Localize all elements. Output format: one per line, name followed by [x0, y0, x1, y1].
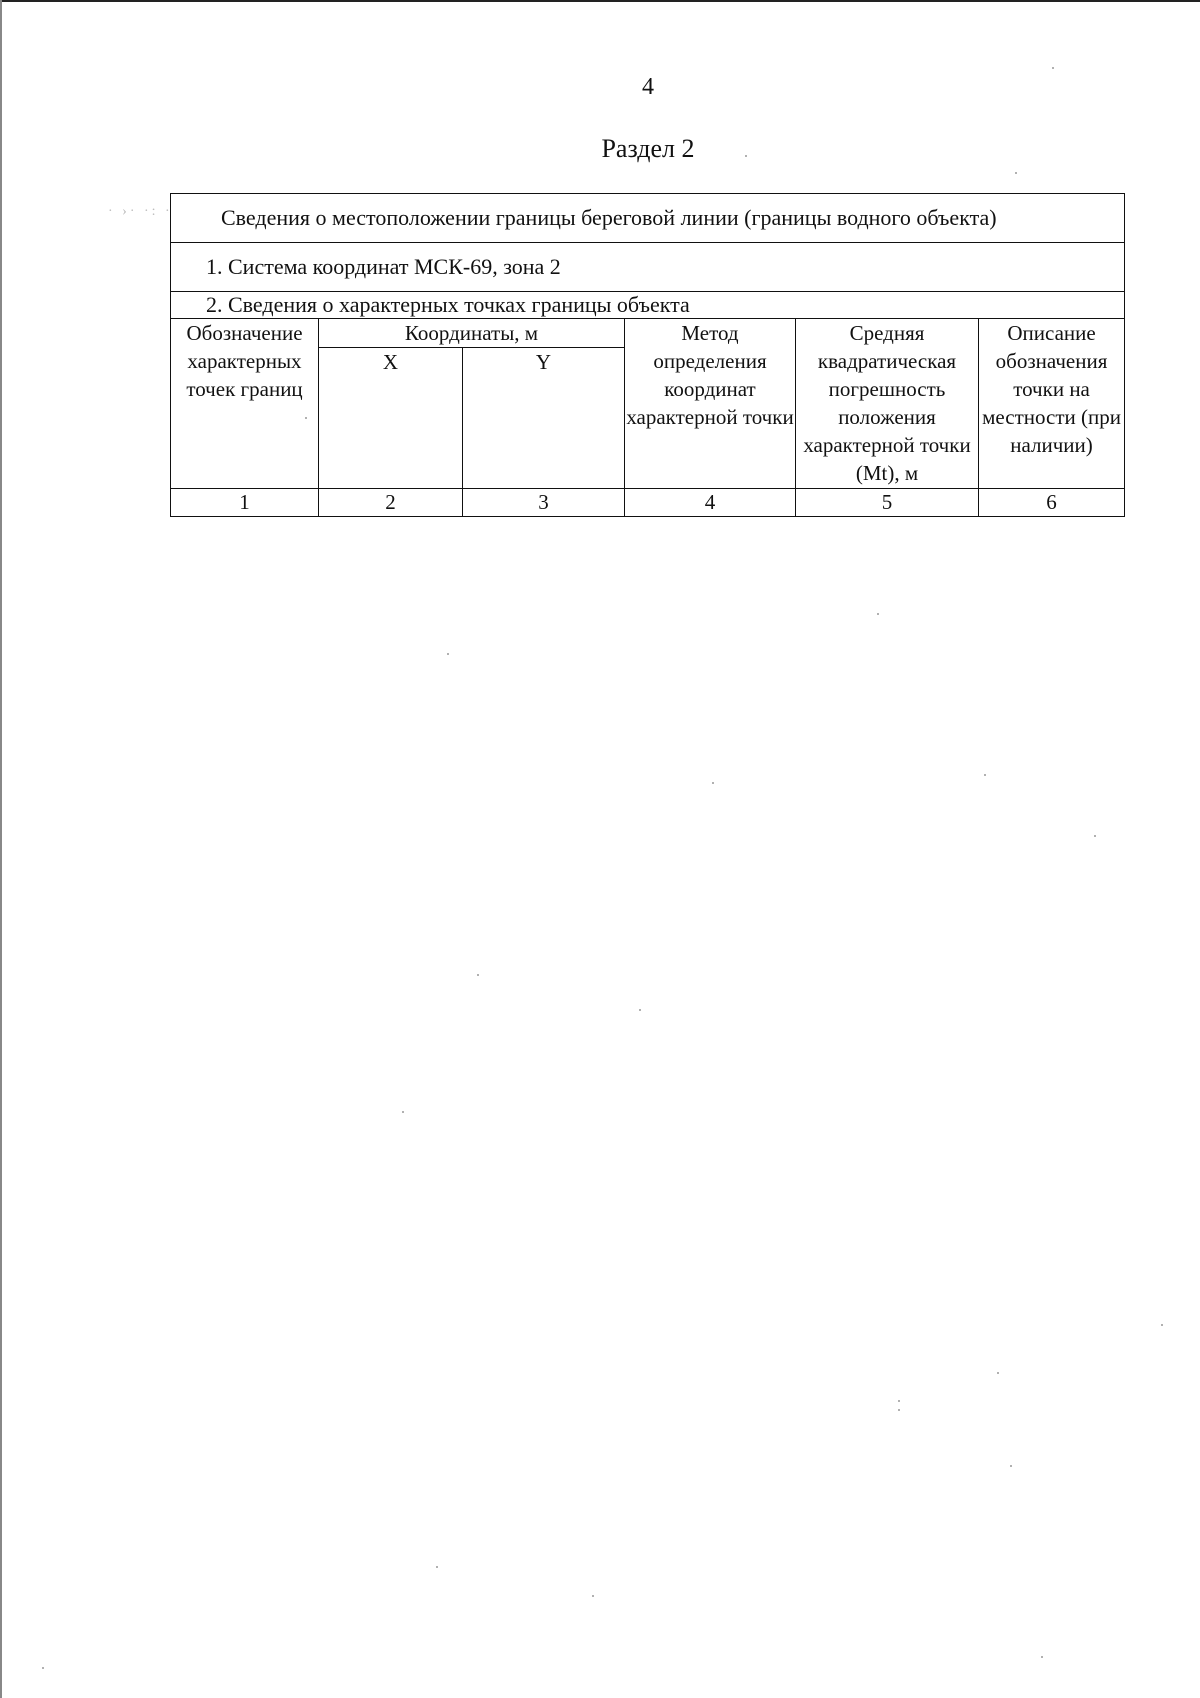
scan-border-top	[0, 0, 1200, 2]
coordinate-system: 1. Система координат МСК-69, зона 2	[171, 243, 1125, 292]
column-number: 2	[319, 489, 463, 517]
column-number: 4	[625, 489, 796, 517]
header-coordinates: Координаты, м	[319, 319, 625, 348]
header-x: X	[319, 348, 463, 489]
shoreline-table	[170, 193, 1125, 517]
header-method: Метод определения координат характерной точки	[625, 319, 796, 489]
column-number: 1	[171, 489, 319, 517]
section-title: Раздел 2	[601, 134, 695, 163]
header-description: Описание обозначения точки на местности (при наличии)	[979, 319, 1125, 489]
table-heading: Сведения о местоположении границы береговой линии (границы водного объекта)	[171, 194, 1125, 243]
column-number: 6	[979, 489, 1125, 517]
header-designation: Обозначение характерных точек границ	[171, 319, 319, 489]
scan-artifact: · ›· ·: ·	[108, 204, 173, 219]
column-number: 3	[463, 489, 625, 517]
page-number: 4	[642, 74, 654, 100]
column-number: 5	[796, 489, 979, 517]
points-heading: 2. Сведения о характерных точках границы объекта	[171, 292, 1125, 319]
scan-border-left	[0, 0, 2, 1698]
header-y: Y	[463, 348, 625, 489]
header-mse: Средняя квадратическая погрешность положения характерной точки (Mt), м	[796, 319, 979, 489]
